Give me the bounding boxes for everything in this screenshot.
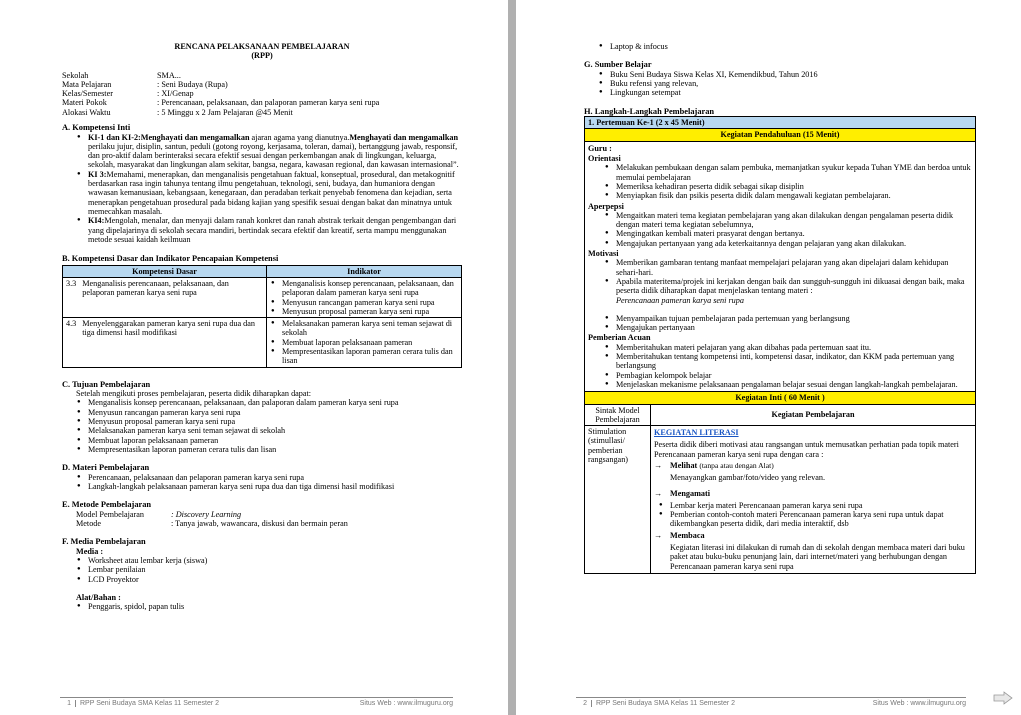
materi-list (76, 473, 462, 492)
info-label: Sekolah (62, 70, 89, 80)
metode-block (76, 510, 462, 529)
tujuan-list (76, 398, 462, 454)
media-label: Media : (76, 546, 104, 556)
list-item: ● Menyusun rancangan pameran karya seni rupa (76, 408, 462, 417)
list-item: ● Menyusun proposal pameran karya seni rupa (76, 417, 462, 426)
info-row (62, 80, 462, 89)
kegiatan-cell (651, 426, 976, 574)
info-label: Mata Pelajaran (62, 79, 112, 89)
list-item: ● Lingkungan setempat (598, 88, 976, 97)
list-item: ● Memberitahukan tentang kompetensi inti, kompetensi dasar, indikator, dan KKM pada pertemuan yang berlangsung (604, 352, 972, 371)
table-row (63, 318, 462, 367)
list-item: ● Membuat laporan pelaksanaan pameran (76, 436, 462, 445)
literasi-intro: Peserta didik diberi motivasi atau rangsangan untuk memusatkan perhatian pada topik materi Perencanaan pameran karya seni rupa dengan cara : (654, 440, 959, 459)
pendahuluan-cell (585, 141, 976, 391)
sintak-header: Sintak Model Pembelajaran (585, 404, 651, 426)
info-value: SMA... (157, 70, 181, 80)
list-item: ● Laptop & infocus (598, 42, 976, 51)
list-item: ● Mempresentasikan laporan pameran cerara tulis dan lisan (76, 445, 462, 454)
literasi-link[interactable]: KEGIATAN LITERASI (654, 428, 739, 438)
orientasi-list (604, 163, 972, 200)
next-page-arrow-icon[interactable] (993, 691, 1013, 705)
arrow-icon: → (654, 530, 663, 540)
apersepsi-list (604, 211, 972, 248)
page-subtitle: (RPP) (251, 51, 273, 61)
footer-website: Situs Web : www.ilmuguru.org (872, 700, 966, 707)
info-value: : XI/Genap (157, 89, 194, 99)
document-page-1 (0, 0, 508, 715)
list-item: ● Membuat laporan pelaksanaan pameran (270, 338, 458, 347)
langkah-table (584, 116, 976, 574)
orientasi-label: Orientasi (588, 154, 621, 164)
media-list (76, 556, 462, 584)
list-item: ● Menjelaskan mekanisme pelaksanaan pengalaman belajar sesuai dengan langkah-langkah pembelajaran. (604, 380, 972, 389)
list-item: ● KI 3:Memahami, menerapkan, dan menganalisis pengetahuan faktual, konseptual, prosedural, dan metakognitif berdasarkan rasa ingin tahunya tentang ilmu pengetahuan, teknologi, seni, budaya, dan humaniora dengan wawasan kemanusiaan, kebangsaan, kenegaraan, dan peradaban terkait penyebab fenomena dan kejadian, serta menerapkan pengetahuan prosedural pada bidang kajian yang spesifik sesuai dengan bakat dan minatnya untuk memecahkan masalah. (76, 170, 462, 216)
list-item: ● Mempresentasikan laporan pameran cerara tulis dan lisan (270, 347, 458, 366)
list-item: ● Worksheet atau lembar kerja (siswa) (76, 556, 462, 565)
list-item: ● Melaksanakan pameran karya seni teman sejawat di sekolah (76, 426, 462, 435)
motivasi-list (604, 258, 972, 332)
metode-value: : Discovery Learning (171, 509, 242, 519)
list-item: ● Buku refensi yang relevan, (598, 79, 976, 88)
identity-block (62, 71, 462, 117)
motivasi-label: Motivasi (588, 249, 619, 259)
melihat-text: Menayangkan gambar/foto/video yang relevan. (670, 473, 826, 483)
list-item: ● Memberikan gambaran tentang manfaat mempelajari pelajaran yang akan dipelajari dalam kehidupan sehari-hari. (604, 258, 972, 277)
indikator-list (270, 319, 458, 365)
page-footer (576, 697, 966, 707)
membaca-text: Kegiatan literasi ini dilakukan di rumah dan di sekolah dengan membaca materi dari buku paket atau buku-buku penunjang lain, dari internet/materi yang berhubungan dengan Perencanaan pameran karya seni rupa (670, 543, 965, 571)
section-f-title: F. Media Pembelajaran (62, 537, 146, 547)
kompetensi-table (62, 265, 462, 368)
list-item: ● Menganalisis konsep perencanaan, pelaksanaan, dan pelaporan dalam pameran karya seni rupa (270, 279, 458, 298)
metode-row (76, 519, 462, 528)
kd-number: 3.3 (63, 277, 80, 317)
kd-number: 4.3 (63, 318, 80, 367)
metode-label: Metode (76, 519, 102, 529)
list-item: ● Melaksanakan pameran karya seni teman sejawat di sekolah (270, 319, 458, 338)
list-item: ● Pemberian contoh-contoh materi Perencanaan pameran karya seni rupa untuk dapat dikembangkan peserta didik, dari media interaktif, dsb (658, 510, 972, 529)
list-item: ● Buku Seni Budaya Siswa Kelas XI, Kemendikbud, Tahun 2016 (598, 70, 976, 79)
list-item: ● Lembar kerja materi Perencanaan pameran karya seni rupa (658, 501, 972, 510)
list-item: ● Memeriksa kehadiran peserta didik sebagai sikap disiplin (604, 182, 972, 191)
mengamati-row: → Mengamati (654, 488, 711, 498)
list-item: ● Melakukan pembukaan dengan salam pembuka, memanjatkan syukur kepada Tuhan YME dan berdoa untuk memulai pembelajaran (604, 163, 972, 182)
sintak-cell: Stimulation (stimullasi/ pemberian rangsangan) (585, 426, 651, 574)
acuan-label: Pemberian Acuan (588, 333, 651, 343)
mengamati-list (658, 501, 972, 529)
info-label: Alokasi Waktu (62, 107, 111, 117)
pendahuluan-header: Kegiatan Pendahuluan (15 Menit) (585, 129, 976, 141)
section-b-title: B. Kompetensi Dasar dan Indikator Pencapaian Kompetensi (62, 254, 279, 264)
arrow-icon: → (654, 488, 663, 498)
section-a-title: A. Kompetensi Inti (62, 123, 131, 133)
list-item: ● Menyiapkan fisik dan psikis peserta didik dalam mengawali kegiatan pembelajaran. (604, 191, 972, 200)
acuan-list (604, 343, 972, 389)
table-row (63, 277, 462, 317)
sumber-list (598, 70, 976, 98)
indikator-cell (267, 318, 462, 367)
materi-text: Perencanaan pameran karya seni rupa (616, 295, 744, 305)
list-item: ● Langkah-langkah pelaksanaan pameran karya seni rupa dua dan tiga dimensi hasil modifikasi (76, 482, 462, 491)
footer-website: Situs Web : www.ilmuguru.org (359, 700, 453, 707)
metode-row (76, 510, 462, 519)
info-value: : Perencanaan, pelaksanaan, dan palaporan pameran karya seni rupa (157, 98, 380, 108)
kd-text: Menganalisis perencanaan, pelaksanaan, dan pelaporan pameran karya seni rupa (79, 277, 266, 317)
list-item: ● Perencanaan, pelaksanaan dan pelaporan pameran karya seni rupa (76, 473, 462, 482)
alat-list (76, 602, 462, 611)
list-item: ● Apabila materitema/projek ini kerjakan dengan baik dan sungguh-sungguh ini dikuasai dengan baik, maka peserta didik diharapkan dapat menjelaskan tentang materi : Perencanaan pameran karya seni rupa (604, 277, 972, 305)
list-item: ● Menganalisis konsep perencanaan, pelaksanaan, dan palaporan dalam pameran karya seni rupa (76, 398, 462, 407)
list-item: ● Mengingatkan kembali materi prasyarat dengan bertanya. (604, 229, 972, 238)
section-d-title: D. Materi Pembelajaran (62, 463, 150, 473)
metode-label: Model Pembelajaran (76, 509, 144, 519)
list-item: ● Mengajukan pertanyaan yang ada keterkaitannya dengan pelajaran yang akan dilakukan. (604, 239, 972, 248)
list-item: ● Memberitahukan materi pelajaran yang akan dibahas pada pertemuan saat itu. (604, 343, 972, 352)
info-row (62, 89, 462, 98)
section-c-intro: Setelah mengikuti proses pembelajaran, peserta didik diharapkan dapat: (76, 389, 312, 399)
list-item: ● Menyusun proposal pameran karya seni rupa (270, 307, 458, 316)
info-label: Materi Pokok (62, 98, 107, 108)
page-title: RENCANA PELAKSANAAN PEMBELAJARAN (174, 42, 350, 51)
list-item: ● KI4:Mengolah, menalar, dan menyaji dalam ranah konkret dan ranah abstrak terkait dengan pengembangan dari yang dipelajarinya di sekolah secara mandiri, bertindak secara efektif dan kreatif, serta mampu menggunakan metode sesuai kaidah keilmuan (76, 216, 462, 244)
metode-value: : Tanya jawab, wawancara, diskusi dan bermain peran (171, 519, 348, 529)
info-row (62, 108, 462, 117)
arrow-icon: → (654, 460, 663, 470)
list-item: ● Lembar penilaian (76, 565, 462, 574)
kd-text: Menyelenggarakan pameran karya seni rupa dua dan tiga dimensi hasil modifikasi (79, 318, 266, 367)
list-item: ● Menyampaikan tujuan pembelajaran pada pertemuan yang berlangsung (604, 314, 972, 323)
page-number: 1 (60, 700, 76, 707)
list-item: ● LCD Proyektor (76, 575, 462, 584)
footer-title: RPP Seni Budaya SMA Kelas 11 Semester 2 (80, 700, 220, 707)
guru-label: Guru : (588, 143, 612, 153)
page-footer (60, 697, 453, 707)
inti-header: Kegiatan Inti ( 60 Menit ) (585, 392, 976, 404)
membaca-row: → Membaca (654, 530, 705, 540)
section-c-title: C. Tujuan Pembelajaran (62, 379, 151, 389)
indikator-cell (267, 277, 462, 317)
list-item: ● Mengaitkan materi tema kegiatan pembelajaran yang akan dilakukan dengan pengalaman peserta didik dengan materi tema kegiatan sebelumnya, (604, 211, 972, 230)
document-page-2 (516, 0, 1021, 715)
list-item: ● KI-1 dan KI-2:Menghayati dan mengamalkan ajaran agama yang dianutnya.Menghayati dan mengamalkan perilaku jujur, disiplin, santun, peduli (gotong royong, kerjasama, toleran, damai), bertanggung jawab, responsif, dan pro-aktif dalam berinteraksi secara efektif sesuai dengan perkembangan anak di lingkungan, keluarga, sekolah, masyarakat dan lingkungan alam sekitar, bangsa, negara, kawasan regional, dan kawasan internasional”. (76, 133, 462, 170)
alat-label: Alat/Bahan : (76, 593, 121, 603)
indikator-list (270, 279, 458, 316)
kompetensi-inti-list (76, 133, 462, 245)
page-number: 2 (576, 700, 592, 707)
list-item: ● Menyusun rancangan pameran karya seni rupa (270, 298, 458, 307)
pertemuan-header: 1. Pertemuan Ke-1 (2 x 45 Menit) (585, 117, 976, 129)
footer-title: RPP Seni Budaya SMA Kelas 11 Semester 2 (596, 700, 736, 707)
section-h-title: H. Langkah-Langkah Pembelajaran (584, 106, 715, 116)
info-value: : 5 Minggu x 2 Jam Pelajaran @45 Menit (157, 107, 293, 117)
section-e-title: E. Metode Pembelajaran (62, 500, 152, 510)
info-row (62, 98, 462, 107)
info-value: : Seni Budaya (Rupa) (157, 79, 228, 89)
list-item: ● Pembagian kelompok belajar (604, 371, 972, 380)
apersepsi-label: Aperpepsi (588, 201, 624, 211)
info-label: Kelas/Semester (62, 89, 113, 99)
table-header: Kompetensi Dasar (63, 265, 267, 277)
section-g-title: G. Sumber Belajar (584, 60, 652, 70)
media-list-continued (598, 42, 976, 51)
info-row (62, 71, 462, 80)
melihat-row: → Melihat (tanpa atau dengan Alat) (654, 460, 774, 470)
list-item: ● Mengajukan pertanyaan (604, 323, 972, 332)
table-header: Indikator (267, 265, 462, 277)
list-item: ● Penggaris, spidol, papan tulis (76, 602, 462, 611)
kegiatan-header: Kegiatan Pembelajaran (651, 404, 976, 426)
